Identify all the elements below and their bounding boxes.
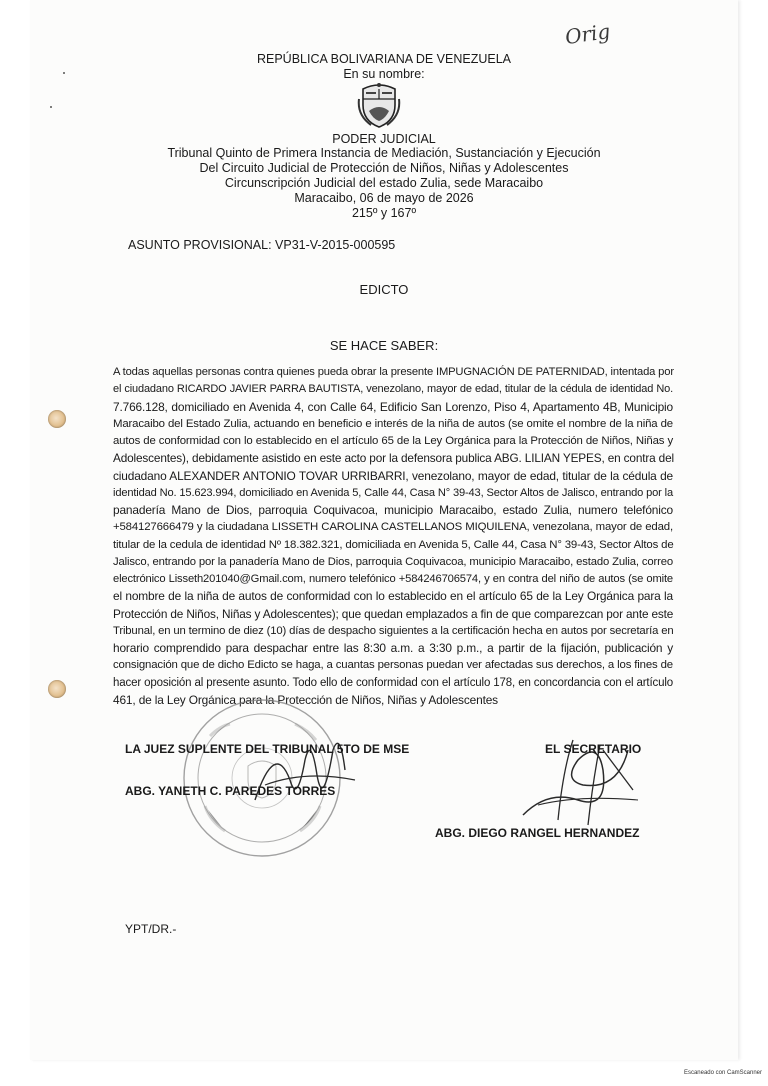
scanner-watermark: Escaneado con CamScanner — [683, 1070, 762, 1076]
coat-of-arms-icon — [357, 81, 401, 129]
case-number: ASUNTO PROVISIONAL: VP31-V-2015-000595 — [128, 238, 396, 252]
header-years: 215º y 167º — [351, 206, 417, 220]
body-line: 461, de la Ley Orgánica para la Protección de Niños, Niñas y Adolescentes — [113, 692, 498, 707]
body-line: consignación que de dicho Edicto se haga, a cuantas personas puedan ver afectadas sus derechos, a los fines de — [113, 659, 673, 672]
header-republic: REPÚBLICA BOLIVARIANA DE VENEZUELA — [256, 52, 512, 66]
header-court-line1: Tribunal Quinto de Primera Instancia de Mediación, Sustanciación y Ejecución — [167, 146, 601, 160]
body-line: Protección de Niños, Niñas y Adolescentes); que quedan emplazados a fin de que comparezcan por ante este — [113, 606, 674, 621]
body-line: el ciudadano RICARDO JAVIER PARRA BAUTISTA, venezolano, mayor de edad, titular de la cédula de identidad No. — [113, 383, 673, 396]
scan-speck — [50, 106, 52, 108]
notice-heading: SE HACE SABER: — [329, 338, 439, 353]
body-line: 7.766.128, domiciliado en Avenida 4, con Calle 64, Edificio San Lorenzo, Piso 4, Apartamento 4B, Municipio — [113, 399, 673, 414]
footer-initials: YPT/DR.- — [125, 922, 177, 936]
body-line: ciudadano ALEXANDER ANTONIO TOVAR URRIBARRI, venezolano, mayor de edad, titular de la cédula de — [113, 468, 673, 483]
body-line: +584127666479 y la ciudadana LISSETH CAROLINA CASTELLANOS MIQUILENA, venezolana, mayor de edad, — [113, 521, 673, 534]
header-power: PODER JUDICIAL — [332, 132, 436, 146]
body-line: identidad No. 15.623.994, domiciliado en Avenida 5, Calle 44, Casa N° 39-43, Sector Altos de Jalisco, entrando por la — [113, 486, 673, 499]
body-line: panadería Mano de Dios, parroquia Coquivacoa, municipio Maracaibo, estado Zulia, numero telefónico — [113, 503, 673, 517]
punch-hole — [48, 680, 66, 698]
body-line: Maracaibo del Estado Zulia, actuando en beneficio e interés de la niña de autos (se omite el nombre de la niña de — [113, 417, 673, 430]
header-court-line3: Circunscripción Judicial del estado Zulia, sede Maracaibo — [224, 176, 544, 190]
body-line: A todas aquellas personas contra quienes pueda obrar la presente IMPUGNACIÓN DE PATERNIDAD, intentada por — [113, 366, 674, 378]
body-line: Jalisco, entrando por la panadería Mano de Dios, parroquia Coquivacoa, municipio Maracaibo, estado Zulia, correo — [113, 555, 673, 568]
body-line: Tribunal, en un termino de diez (10) días de despacho siguientes a la certificación hecha en autos por secretaría en — [113, 624, 674, 637]
body-line: hacer oposición al presente asunto. Todo ello de conformidad con el artículo 178, en concordancia con el artículo — [113, 676, 673, 689]
judge-name: ABG. YANETH C. PAREDES TORRES — [125, 784, 336, 798]
secretary-name: ABG. DIEGO RANGEL HERNANDEZ — [435, 826, 640, 840]
handwritten-note: Orig — [563, 18, 612, 50]
header-in-name: En su nombre: — [343, 67, 425, 81]
document-title: EDICTO — [359, 282, 409, 297]
document-page — [30, 0, 738, 1060]
judge-title: LA JUEZ SUPLENTE DEL TRIBUNAL 5TO DE MSE — [125, 742, 410, 756]
body-line: horario comprendido para despachar entre las 8:30 a.m. a 3:30 p.m., a partir de la fijación, publicación y — [113, 641, 673, 655]
header-court-line2: Del Circuito Judicial de Protección de Niños, Niñas y Adolescentes — [199, 161, 569, 175]
body-line: Adolescentes), debidamente asistido en este acto por la defensora publica ABG. LILIAN YEPES, en contra del — [113, 451, 674, 466]
body-line: autos de conformidad con lo establecido en el artículo 65 de la Ley Orgánica para la Protección de Niños, Niñas y — [113, 435, 673, 447]
secretary-title: EL SECRETARIO — [545, 742, 642, 756]
body-line: el nombre de la niña de autos de conformidad con lo establecido en el artículo 65 de la Ley Orgánica para la — [113, 589, 673, 604]
header-date: Maracaibo, 06 de mayo de 2026 — [294, 191, 474, 205]
notice-body — [113, 364, 673, 709]
body-line: titular de la cedula de identidad Nº 18.382.321, domiciliada en Avenida 5, Calle 44, Casa N° 39-43, Sector Altos de — [113, 538, 674, 551]
punch-hole — [48, 410, 66, 428]
body-line: electrónico Lisseth201040@Gmail.com, numero telefónico +584246706574, y en contra del niño de autos (se omite — [113, 573, 673, 585]
